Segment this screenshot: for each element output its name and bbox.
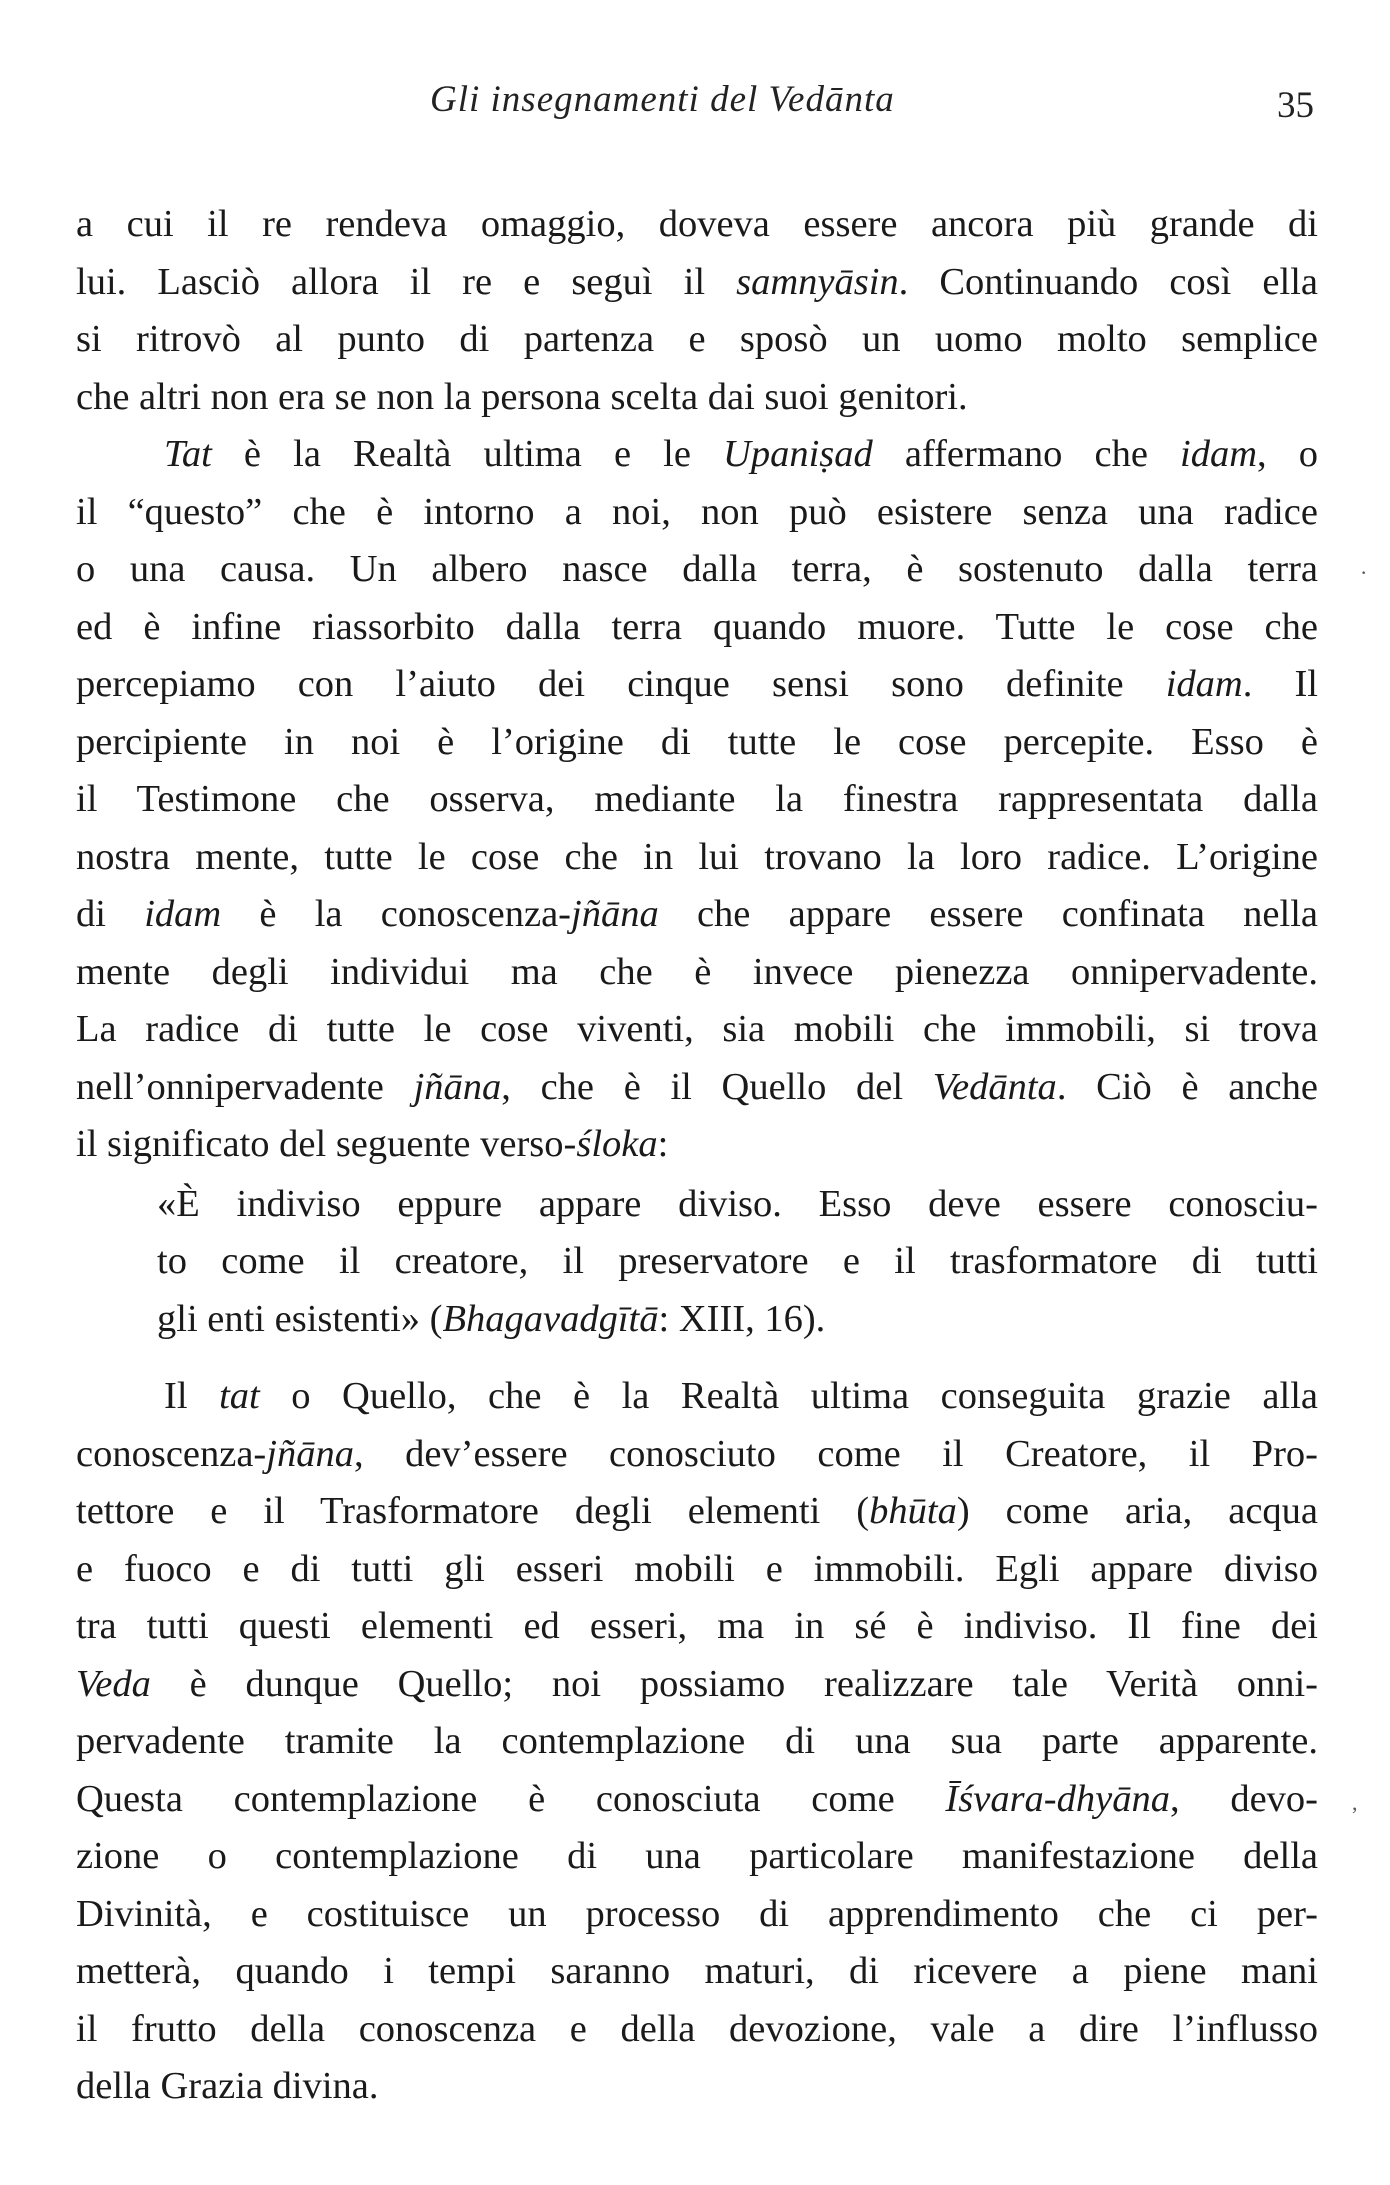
text-line: si ritrovò al punto di partenza e sposò un uomo molto semplice <box>76 318 1318 360</box>
text-line: a cui il re rendeva omaggio, doveva essere ancora più grande di <box>76 203 1318 245</box>
italic-term: Īśvara-dhyāna <box>945 1777 1170 1820</box>
paragraph-1 <box>76 196 1318 426</box>
paragraph-3 <box>76 1368 1318 2116</box>
margin-speck: , <box>1352 1790 1358 1815</box>
italic-term: samnyāsin <box>736 260 899 303</box>
italic-term: jñāna <box>571 893 659 935</box>
running-head <box>0 78 1390 138</box>
text-line: e fuoco e di tutti gli esseri mobili e immobili. Egli appare diviso <box>76 1547 1318 1590</box>
text-line: nostra mente, tutte le cose che in lui trovano la loro radice. L’origine <box>76 835 1318 878</box>
text-line: Il tat o Quello, che è la Realtà ultima conseguita grazie alla <box>164 1375 1318 1417</box>
text-line: il Testimone che osserva, mediante la finestra rappresentata dalla <box>76 778 1318 820</box>
italic-term: Upaniṣad <box>723 433 873 475</box>
page-number: 35 <box>1277 85 1314 126</box>
italic-term: Veda <box>76 1662 151 1705</box>
text-line: ed è infine riassorbito dalla terra quando muore. Tutte le cose che <box>76 605 1318 648</box>
text-line: il “questo” che è intorno a noi, non può esistere senza una radice <box>76 490 1318 533</box>
text-line: pervadente tramite la contemplazione di una sua parte apparente. <box>76 1720 1318 1762</box>
text-line: percipiente in noi è l’origine di tutte le cose percepite. Esso è <box>76 720 1318 763</box>
quote-line: gli enti esistenti» (Bhagavadgītā: XIII, 16). <box>157 1297 826 1340</box>
text-line: nell’onnipervadente jñāna, che è il Quello del Vedānta. Ciò è anche <box>76 1065 1318 1108</box>
text-line: conoscenza-jñāna, dev’essere conosciuto come il Creatore, il Pro- <box>76 1432 1318 1475</box>
italic-term: idam <box>1165 663 1243 705</box>
italic-term: Tat <box>164 433 212 475</box>
text-line: lui. Lasciò allora il re e seguì il samnyāsin. Continuando così ella <box>76 260 1318 303</box>
text-line: metterà, quando i tempi saranno maturi, di ricevere a piene mani <box>76 1950 1318 1992</box>
paragraph-2 <box>76 426 1318 1174</box>
italic-term: tat <box>219 1375 260 1417</box>
italic-term: śloka <box>576 1123 658 1165</box>
text-line: mente degli individui ma che è invece pienezza onnipervadente. <box>76 950 1318 993</box>
text-line: Veda è dunque Quello; noi possiamo realizzare tale Verità onni- <box>76 1662 1318 1705</box>
italic-term: Bhagavadgītā <box>442 1297 659 1340</box>
text-line: il significato del seguente verso-śloka: <box>76 1123 669 1165</box>
italic-term: jñāna <box>266 1432 354 1475</box>
text-line: tettore e il Trasformatore degli elementi (bhūta) come aria, acqua <box>76 1490 1319 1532</box>
text-line: il frutto della conoscenza e della devozione, vale a dire l’influsso <box>76 2007 1318 2050</box>
italic-term: Vedānta <box>932 1065 1057 1108</box>
running-title: Gli insegnamenti del Vedānta <box>430 79 895 120</box>
text-line: della Grazia divina. <box>76 2065 379 2107</box>
italic-term: idam <box>1180 433 1258 475</box>
quote-line: to come il creatore, il preservatore e il trasformatore di tutti <box>157 1240 1318 1282</box>
text-line: zione o contemplazione di una particolare manifestazione della <box>76 1835 1318 1877</box>
italic-term: jñāna <box>413 1065 502 1108</box>
text-line: che altri non era se non la persona scelta dai suoi genitori. <box>76 375 968 418</box>
text-line: La radice di tutte le cose viventi, sia mobili che immobili, si trova <box>76 1008 1318 1050</box>
text-line: di idam è la conoscenza-jñāna che appare essere confinata nella <box>76 893 1318 935</box>
quote-line: «È indiviso eppure appare diviso. Esso deve essere conosciu- <box>157 1182 1318 1225</box>
text-line: Divinità, e costituisce un processo di apprendimento che ci per- <box>76 1892 1318 1935</box>
margin-speck: · <box>1360 560 1368 585</box>
text-line: percepiamo con l’aiuto dei cinque sensi sono definite idam. Il <box>76 663 1318 705</box>
block-quote <box>157 1176 1318 1349</box>
italic-term: bhūta <box>869 1490 957 1532</box>
body-text <box>76 196 1318 2116</box>
text-line: o una causa. Un albero nasce dalla terra, è sostenuto dalla terra <box>76 548 1318 590</box>
text-line: Tat è la Realtà ultima e le Upaniṣad affermano che idam, o <box>164 433 1318 475</box>
text-line: tra tutti questi elementi ed esseri, ma in sé è indiviso. Il fine dei <box>76 1605 1318 1647</box>
text-line: Questa contemplazione è conosciuta come Īśvara-dhyāna, devo- <box>76 1777 1318 1820</box>
italic-term: idam <box>144 893 222 935</box>
